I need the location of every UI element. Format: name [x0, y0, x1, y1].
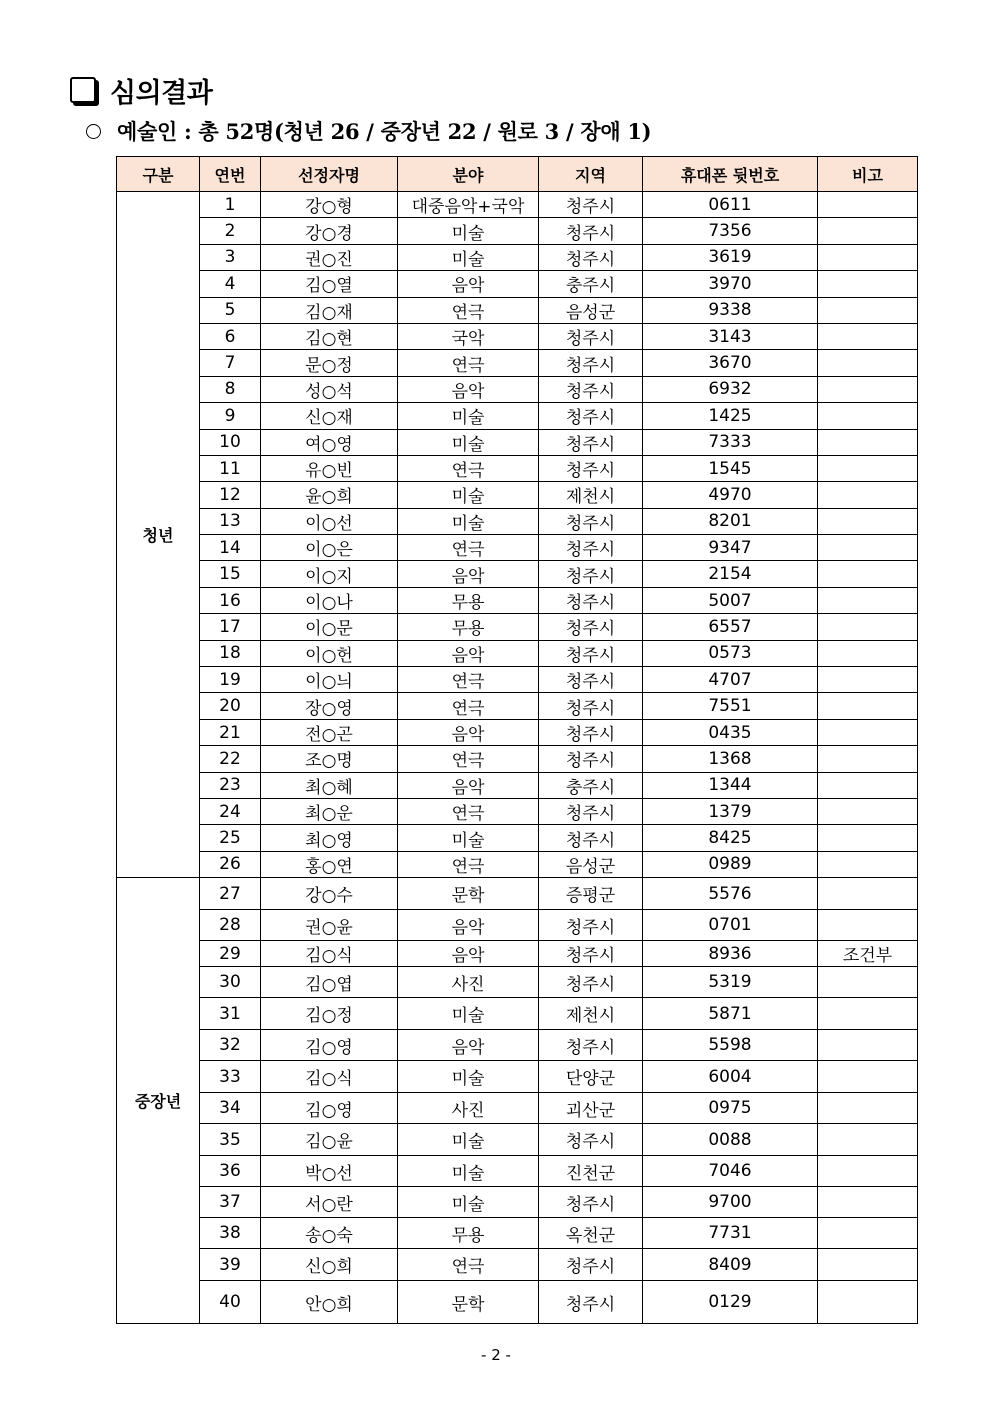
table-row: [117, 1249, 918, 1281]
cell-phone: 1368: [643, 746, 818, 772]
cell-phone: 0088: [643, 1124, 818, 1156]
table-row: [117, 1187, 918, 1218]
table-row: [117, 614, 918, 640]
cell-note: [818, 1061, 918, 1093]
cell-region: 청주시: [539, 798, 643, 824]
cell-region: 진천군: [539, 1156, 643, 1187]
cell-note: [818, 455, 918, 481]
header-note: 비고: [818, 157, 918, 192]
table-row: [117, 376, 918, 402]
cell-field: 연극: [398, 667, 539, 693]
cell-region: 제천시: [539, 998, 643, 1030]
table-row: [117, 297, 918, 323]
cell-region: 청주시: [539, 350, 643, 376]
cell-number: 40: [200, 1281, 261, 1324]
cell-region: 청주시: [539, 614, 643, 640]
cell-name: 최○혜: [261, 772, 398, 798]
cell-number: 24: [200, 798, 261, 824]
cell-phone: 1379: [643, 798, 818, 824]
cell-field: 미술: [398, 1124, 539, 1156]
cell-region: 청주시: [539, 719, 643, 745]
cell-phone: 2154: [643, 561, 818, 587]
cell-phone: 0129: [643, 1281, 818, 1324]
cell-note: [818, 967, 918, 998]
cell-field: 미술: [398, 825, 539, 851]
cell-note: [818, 192, 918, 218]
table-row: [117, 1124, 918, 1156]
cell-name: 김○열: [261, 271, 398, 297]
cell-phone: 3970: [643, 271, 818, 297]
table-row: [117, 323, 918, 349]
cell-name: 윤○희: [261, 482, 398, 508]
header-name: 선정자명: [261, 157, 398, 192]
cell-field: 연극: [398, 455, 539, 481]
cell-note: [818, 587, 918, 613]
cell-name: 김○식: [261, 1061, 398, 1093]
cell-name: 강○수: [261, 878, 398, 910]
cell-note: [818, 719, 918, 745]
cell-region: 청주시: [539, 746, 643, 772]
cell-field: 음악: [398, 1030, 539, 1061]
cell-field: 미술: [398, 1156, 539, 1187]
cell-note: [818, 561, 918, 587]
circle-bullet-icon: [86, 124, 101, 139]
cell-name: 김○식: [261, 941, 398, 967]
cell-number: 31: [200, 998, 261, 1030]
cell-phone: 1545: [643, 455, 818, 481]
cell-number: 34: [200, 1093, 261, 1124]
cell-region: 청주시: [539, 825, 643, 851]
cell-phone: 7551: [643, 693, 818, 719]
cell-region: 청주시: [539, 910, 643, 941]
cell-name: 김○정: [261, 998, 398, 1030]
cell-note: 조건부: [818, 941, 918, 967]
cell-note: [818, 1249, 918, 1281]
table-row: [117, 350, 918, 376]
cell-note: [818, 1187, 918, 1218]
cell-number: 33: [200, 1061, 261, 1093]
cell-phone: 0573: [643, 640, 818, 666]
cell-note: [818, 508, 918, 534]
cell-region: 단양군: [539, 1061, 643, 1093]
cell-note: [818, 772, 918, 798]
cell-name: 장○영: [261, 693, 398, 719]
cell-region: 충주시: [539, 772, 643, 798]
cell-note: [818, 998, 918, 1030]
table-row: [117, 1156, 918, 1187]
cell-region: 청주시: [539, 192, 643, 218]
cell-name: 이○은: [261, 535, 398, 561]
cell-region: 괴산군: [539, 1093, 643, 1124]
cell-phone: 9338: [643, 297, 818, 323]
cell-note: [818, 693, 918, 719]
cell-phone: 1425: [643, 403, 818, 429]
cell-name: 신○희: [261, 1249, 398, 1281]
cell-name: 김○재: [261, 297, 398, 323]
cell-note: [818, 878, 918, 910]
cell-region: 청주시: [539, 218, 643, 244]
cell-number: 21: [200, 719, 261, 745]
cell-name: 김○현: [261, 323, 398, 349]
cell-field: 연극: [398, 693, 539, 719]
cell-name: 최○운: [261, 798, 398, 824]
cell-region: 청주시: [539, 967, 643, 998]
cell-number: 23: [200, 772, 261, 798]
cell-note: [818, 825, 918, 851]
cell-region: 청주시: [539, 376, 643, 402]
cell-note: [818, 297, 918, 323]
summary-line: [86, 115, 651, 147]
cell-region: 청주시: [539, 667, 643, 693]
table-row: [117, 244, 918, 270]
cell-name: 강○경: [261, 218, 398, 244]
cell-note: [818, 244, 918, 270]
cell-phone: 6557: [643, 614, 818, 640]
cell-field: 음악: [398, 271, 539, 297]
table-row: [117, 825, 918, 851]
cell-number: 19: [200, 667, 261, 693]
table-row: [117, 482, 918, 508]
table-row: [117, 561, 918, 587]
cell-phone: 4970: [643, 482, 818, 508]
cell-region: 청주시: [539, 1281, 643, 1324]
cell-phone: 1344: [643, 772, 818, 798]
cell-number: 30: [200, 967, 261, 998]
cell-name: 전○곤: [261, 719, 398, 745]
cell-field: 연극: [398, 746, 539, 772]
cell-note: [818, 1156, 918, 1187]
cell-number: 12: [200, 482, 261, 508]
cell-field: 사진: [398, 967, 539, 998]
cell-number: 9: [200, 403, 261, 429]
table-header-row: [117, 157, 918, 192]
cell-region: 청주시: [539, 508, 643, 534]
table-row: [117, 1218, 918, 1249]
cell-note: [818, 403, 918, 429]
cell-note: [818, 323, 918, 349]
table-row: [117, 271, 918, 297]
cell-field: 미술: [398, 403, 539, 429]
table-row: [117, 587, 918, 613]
cell-region: 청주시: [539, 1124, 643, 1156]
table-row: [117, 878, 918, 910]
cell-phone: 5319: [643, 967, 818, 998]
cell-phone: 0435: [643, 719, 818, 745]
cell-number: 37: [200, 1187, 261, 1218]
cell-region: 청주시: [539, 403, 643, 429]
cell-name: 최○영: [261, 825, 398, 851]
page-number: - 2 -: [481, 1346, 511, 1364]
table-row: [117, 693, 918, 719]
cell-number: 32: [200, 1030, 261, 1061]
cell-field: 연극: [398, 535, 539, 561]
cell-name: 이○나: [261, 587, 398, 613]
header-category: 구분: [117, 157, 200, 192]
cell-phone: 6932: [643, 376, 818, 402]
cell-field: 무용: [398, 614, 539, 640]
cell-note: [818, 667, 918, 693]
cell-field: 미술: [398, 508, 539, 534]
cell-phone: 7731: [643, 1218, 818, 1249]
cell-region: 청주시: [539, 1030, 643, 1061]
cell-name: 신○재: [261, 403, 398, 429]
selection-results-table: [116, 156, 918, 1324]
table-row: [117, 1030, 918, 1061]
cell-name: 김○윤: [261, 1124, 398, 1156]
cell-phone: 7333: [643, 429, 818, 455]
cell-name: 성○석: [261, 376, 398, 402]
cell-phone: 8936: [643, 941, 818, 967]
cell-number: 39: [200, 1249, 261, 1281]
cell-number: 5: [200, 297, 261, 323]
cell-region: 청주시: [539, 693, 643, 719]
table-row: [117, 998, 918, 1030]
cell-number: 29: [200, 941, 261, 967]
checkbox-square-icon: [70, 77, 96, 103]
cell-phone: 9347: [643, 535, 818, 561]
cell-phone: 3619: [643, 244, 818, 270]
cell-number: 13: [200, 508, 261, 534]
cell-field: 음악: [398, 640, 539, 666]
cell-name: 김○영: [261, 1093, 398, 1124]
table-row: [117, 1093, 918, 1124]
table-row: [117, 910, 918, 941]
cell-region: 청주시: [539, 429, 643, 455]
cell-field: 대중음악+국악: [398, 192, 539, 218]
cell-phone: 5871: [643, 998, 818, 1030]
cell-number: 36: [200, 1156, 261, 1187]
cell-field: 연극: [398, 1249, 539, 1281]
cell-number: 15: [200, 561, 261, 587]
cell-field: 연극: [398, 851, 539, 877]
cell-phone: 7356: [643, 218, 818, 244]
table-row: [117, 967, 918, 998]
table-row: [117, 772, 918, 798]
group-label: 중장년: [117, 878, 200, 1324]
cell-region: 청주시: [539, 244, 643, 270]
table-row: [117, 1061, 918, 1093]
cell-phone: 5576: [643, 878, 818, 910]
table-row: [117, 218, 918, 244]
cell-field: 연극: [398, 297, 539, 323]
cell-region: 청주시: [539, 455, 643, 481]
table-row: [117, 640, 918, 666]
cell-name: 권○윤: [261, 910, 398, 941]
cell-number: 1: [200, 192, 261, 218]
table-row: [117, 746, 918, 772]
cell-name: 이○지: [261, 561, 398, 587]
cell-region: 청주시: [539, 1187, 643, 1218]
cell-name: 강○형: [261, 192, 398, 218]
table-row: [117, 455, 918, 481]
cell-field: 음악: [398, 376, 539, 402]
cell-name: 박○선: [261, 1156, 398, 1187]
header-phone: 휴대폰 뒷번호: [643, 157, 818, 192]
cell-note: [818, 910, 918, 941]
cell-region: 청주시: [539, 941, 643, 967]
cell-number: 22: [200, 746, 261, 772]
cell-phone: 7046: [643, 1156, 818, 1187]
cell-field: 무용: [398, 1218, 539, 1249]
cell-note: [818, 218, 918, 244]
table-row: [117, 851, 918, 877]
cell-region: 옥천군: [539, 1218, 643, 1249]
cell-phone: 9700: [643, 1187, 818, 1218]
section-heading: [70, 72, 212, 108]
cell-note: [818, 376, 918, 402]
cell-note: [818, 482, 918, 508]
cell-region: 청주시: [539, 323, 643, 349]
cell-field: 국악: [398, 323, 539, 349]
cell-name: 문○정: [261, 350, 398, 376]
group-label: 청년: [117, 192, 200, 878]
cell-name: 유○빈: [261, 455, 398, 481]
table-row: [117, 508, 918, 534]
cell-region: 음성군: [539, 851, 643, 877]
cell-phone: 5598: [643, 1030, 818, 1061]
table-row: [117, 1281, 918, 1324]
cell-number: 27: [200, 878, 261, 910]
cell-phone: 8409: [643, 1249, 818, 1281]
cell-phone: 0975: [643, 1093, 818, 1124]
cell-region: 청주시: [539, 1249, 643, 1281]
cell-note: [818, 798, 918, 824]
cell-number: 26: [200, 851, 261, 877]
cell-name: 이○헌: [261, 640, 398, 666]
cell-number: 3: [200, 244, 261, 270]
cell-field: 연극: [398, 798, 539, 824]
cell-field: 미술: [398, 244, 539, 270]
cell-note: [818, 271, 918, 297]
cell-region: 증평군: [539, 878, 643, 910]
cell-phone: 3143: [643, 323, 818, 349]
cell-field: 문학: [398, 878, 539, 910]
cell-field: 음악: [398, 941, 539, 967]
cell-number: 18: [200, 640, 261, 666]
cell-field: 음악: [398, 719, 539, 745]
header-region: 지역: [539, 157, 643, 192]
cell-number: 11: [200, 455, 261, 481]
cell-field: 미술: [398, 429, 539, 455]
cell-region: 충주시: [539, 271, 643, 297]
cell-field: 미술: [398, 482, 539, 508]
cell-field: 무용: [398, 587, 539, 613]
cell-field: 미술: [398, 1187, 539, 1218]
table-row: [117, 798, 918, 824]
cell-note: [818, 1218, 918, 1249]
cell-name: 이○선: [261, 508, 398, 534]
cell-region: 청주시: [539, 587, 643, 613]
cell-name: 권○진: [261, 244, 398, 270]
cell-name: 서○란: [261, 1187, 398, 1218]
cell-region: 청주시: [539, 535, 643, 561]
cell-note: [818, 746, 918, 772]
cell-phone: 0989: [643, 851, 818, 877]
cell-note: [818, 350, 918, 376]
cell-region: 청주시: [539, 561, 643, 587]
table-row: [117, 403, 918, 429]
cell-number: 20: [200, 693, 261, 719]
cell-note: [818, 851, 918, 877]
cell-region: 제천시: [539, 482, 643, 508]
cell-phone: 6004: [643, 1061, 818, 1093]
section-title: 심의결과: [110, 77, 213, 109]
cell-number: 25: [200, 825, 261, 851]
cell-note: [818, 1124, 918, 1156]
cell-field: 음악: [398, 561, 539, 587]
cell-number: 16: [200, 587, 261, 613]
cell-phone: 4707: [643, 667, 818, 693]
cell-name: 송○숙: [261, 1218, 398, 1249]
cell-number: 10: [200, 429, 261, 455]
cell-name: 이○문: [261, 614, 398, 640]
table-row: [117, 192, 918, 218]
table-row: [117, 719, 918, 745]
cell-name: 김○영: [261, 1030, 398, 1061]
cell-field: 사진: [398, 1093, 539, 1124]
cell-number: 28: [200, 910, 261, 941]
cell-note: [818, 1281, 918, 1324]
cell-field: 음악: [398, 910, 539, 941]
cell-number: 17: [200, 614, 261, 640]
cell-field: 음악: [398, 772, 539, 798]
cell-field: 미술: [398, 998, 539, 1030]
cell-field: 문학: [398, 1281, 539, 1324]
cell-note: [818, 1093, 918, 1124]
cell-phone: 0611: [643, 192, 818, 218]
cell-region: 청주시: [539, 640, 643, 666]
cell-note: [818, 1030, 918, 1061]
cell-name: 이○늬: [261, 667, 398, 693]
cell-name: 홍○연: [261, 851, 398, 877]
table-row: [117, 667, 918, 693]
cell-number: 8: [200, 376, 261, 402]
table-row: [117, 941, 918, 967]
cell-phone: 5007: [643, 587, 818, 613]
cell-phone: 3670: [643, 350, 818, 376]
cell-number: 38: [200, 1218, 261, 1249]
table-row: [117, 429, 918, 455]
header-number: 연번: [200, 157, 261, 192]
cell-field: 미술: [398, 218, 539, 244]
cell-name: 조○명: [261, 746, 398, 772]
cell-phone: 8201: [643, 508, 818, 534]
cell-field: 미술: [398, 1061, 539, 1093]
table-row: [117, 535, 918, 561]
cell-name: 김○엽: [261, 967, 398, 998]
cell-number: 35: [200, 1124, 261, 1156]
cell-number: 4: [200, 271, 261, 297]
cell-note: [818, 614, 918, 640]
cell-name: 안○희: [261, 1281, 398, 1324]
cell-number: 7: [200, 350, 261, 376]
cell-number: 6: [200, 323, 261, 349]
cell-field: 연극: [398, 350, 539, 376]
cell-number: 14: [200, 535, 261, 561]
header-field: 분야: [398, 157, 539, 192]
cell-note: [818, 640, 918, 666]
cell-note: [818, 535, 918, 561]
cell-phone: 8425: [643, 825, 818, 851]
cell-phone: 0701: [643, 910, 818, 941]
cell-name: 여○영: [261, 429, 398, 455]
cell-number: 2: [200, 218, 261, 244]
cell-note: [818, 429, 918, 455]
cell-region: 음성군: [539, 297, 643, 323]
summary-text: 예술인 : 총 52명(청년 26 / 중장년 22 / 원로 3 / 장애 1): [117, 119, 652, 144]
